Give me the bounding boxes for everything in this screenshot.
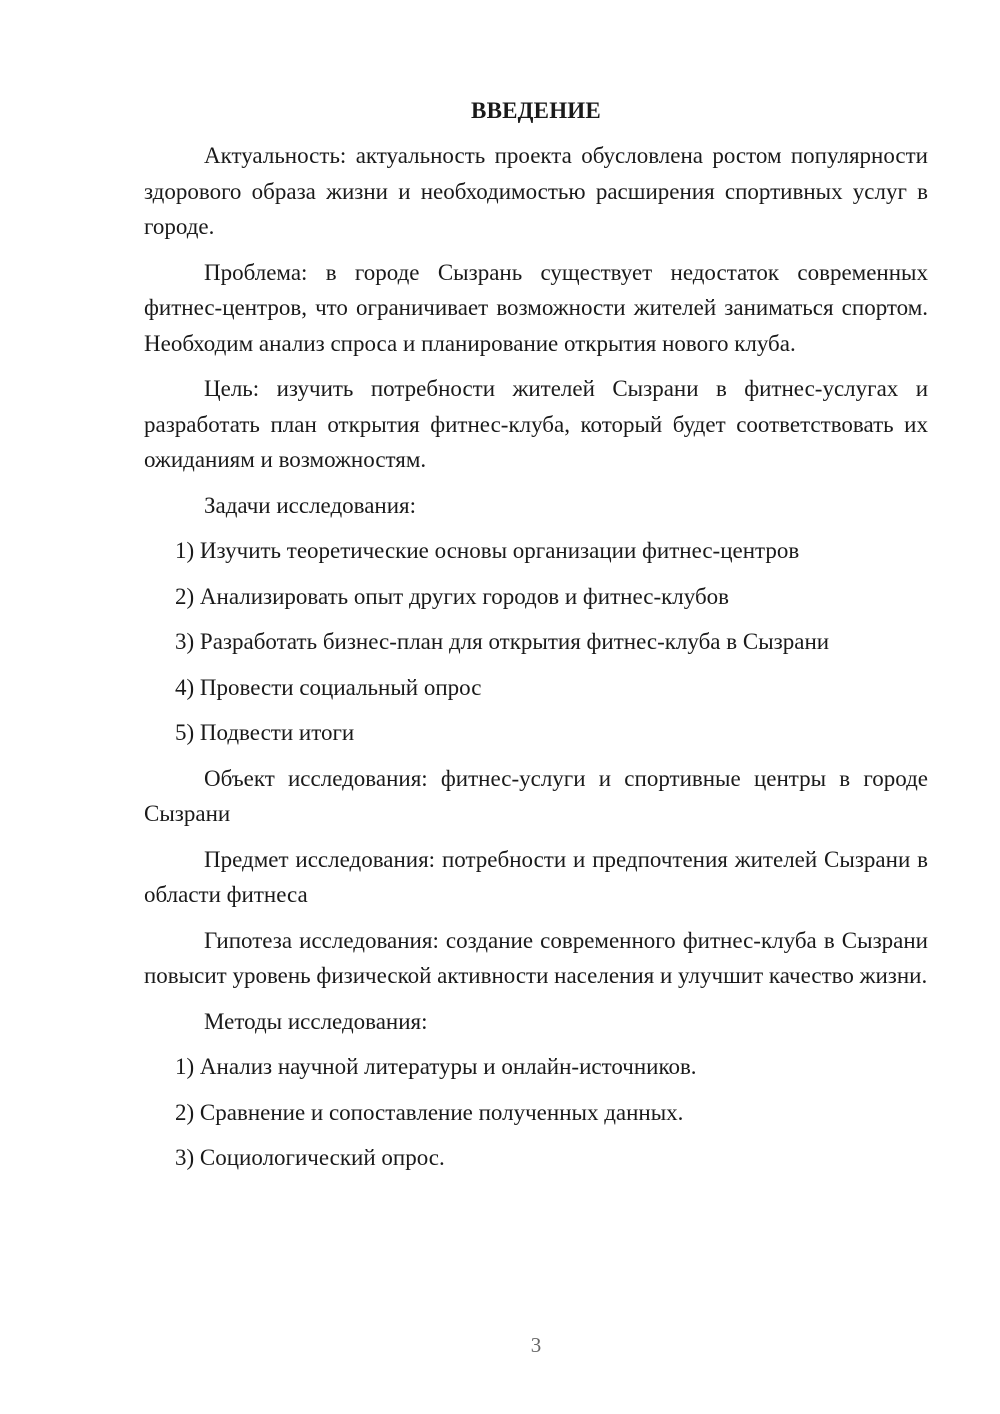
tasks-heading: Задачи исследования: [204,492,417,518]
list-item: 1) Анализ научной литературы и онлайн-источников. [175,1054,697,1079]
list-item: 4) Провести социальный опрос [175,674,482,700]
methods-heading: Методы исследования: [204,1008,428,1034]
hypothesis-paragraph: Гипотеза исследования: создание современного фитнес-клуба в Сызрани повысит уровень физической активности населения и улучшит качество жизни. [144,927,928,988]
list-item: 1) Изучить теоретические основы организации фитнес-центров [175,538,800,563]
list-item: 5) Подвести итоги [175,720,355,745]
goal-paragraph: Цель: изучить потребности жителей Сызрани в фитнес-услугах и разработать план открытия фитнес-клуба, который будет соответствовать их ожиданиям и возможностям. [144,376,928,472]
list-item: 3) Социологический опрос. [175,1145,445,1170]
object-paragraph: Объект исследования: фитнес-услуги и спортивные центры в городе Сызрани [144,765,928,826]
page-number: 3 [530,1333,542,1357]
methods-list [144,1049,928,1176]
problem-paragraph: Проблема: в городе Сызрань существует недостаток современных фитнес-центров, что ограничивает возможности жителей заниматься спортом. Необходим анализ спроса и планирование открытия нового клуба. [144,259,928,356]
list-item: 2) Сравнение и сопоставление полученных данных. [175,1099,684,1125]
tasks-list [144,533,928,751]
document-page [144,96,928,1186]
list-item: 2) Анализировать опыт других городов и фитнес-клубов [175,583,730,609]
page-title: ВВЕДЕНИЕ [471,98,601,123]
relevance-paragraph: Актуальность: актуальность проекта обусловлена ростом популярности здорового образа жизни и необходимостью расширения спортивных услуг в городе. [144,143,928,239]
subject-paragraph: Предмет исследования: потребности и предпочтения жителей Сызрани в области фитнеса [144,846,928,907]
list-item: 3) Разработать бизнес-план для открытия фитнес-клуба в Сызрани [175,629,830,654]
